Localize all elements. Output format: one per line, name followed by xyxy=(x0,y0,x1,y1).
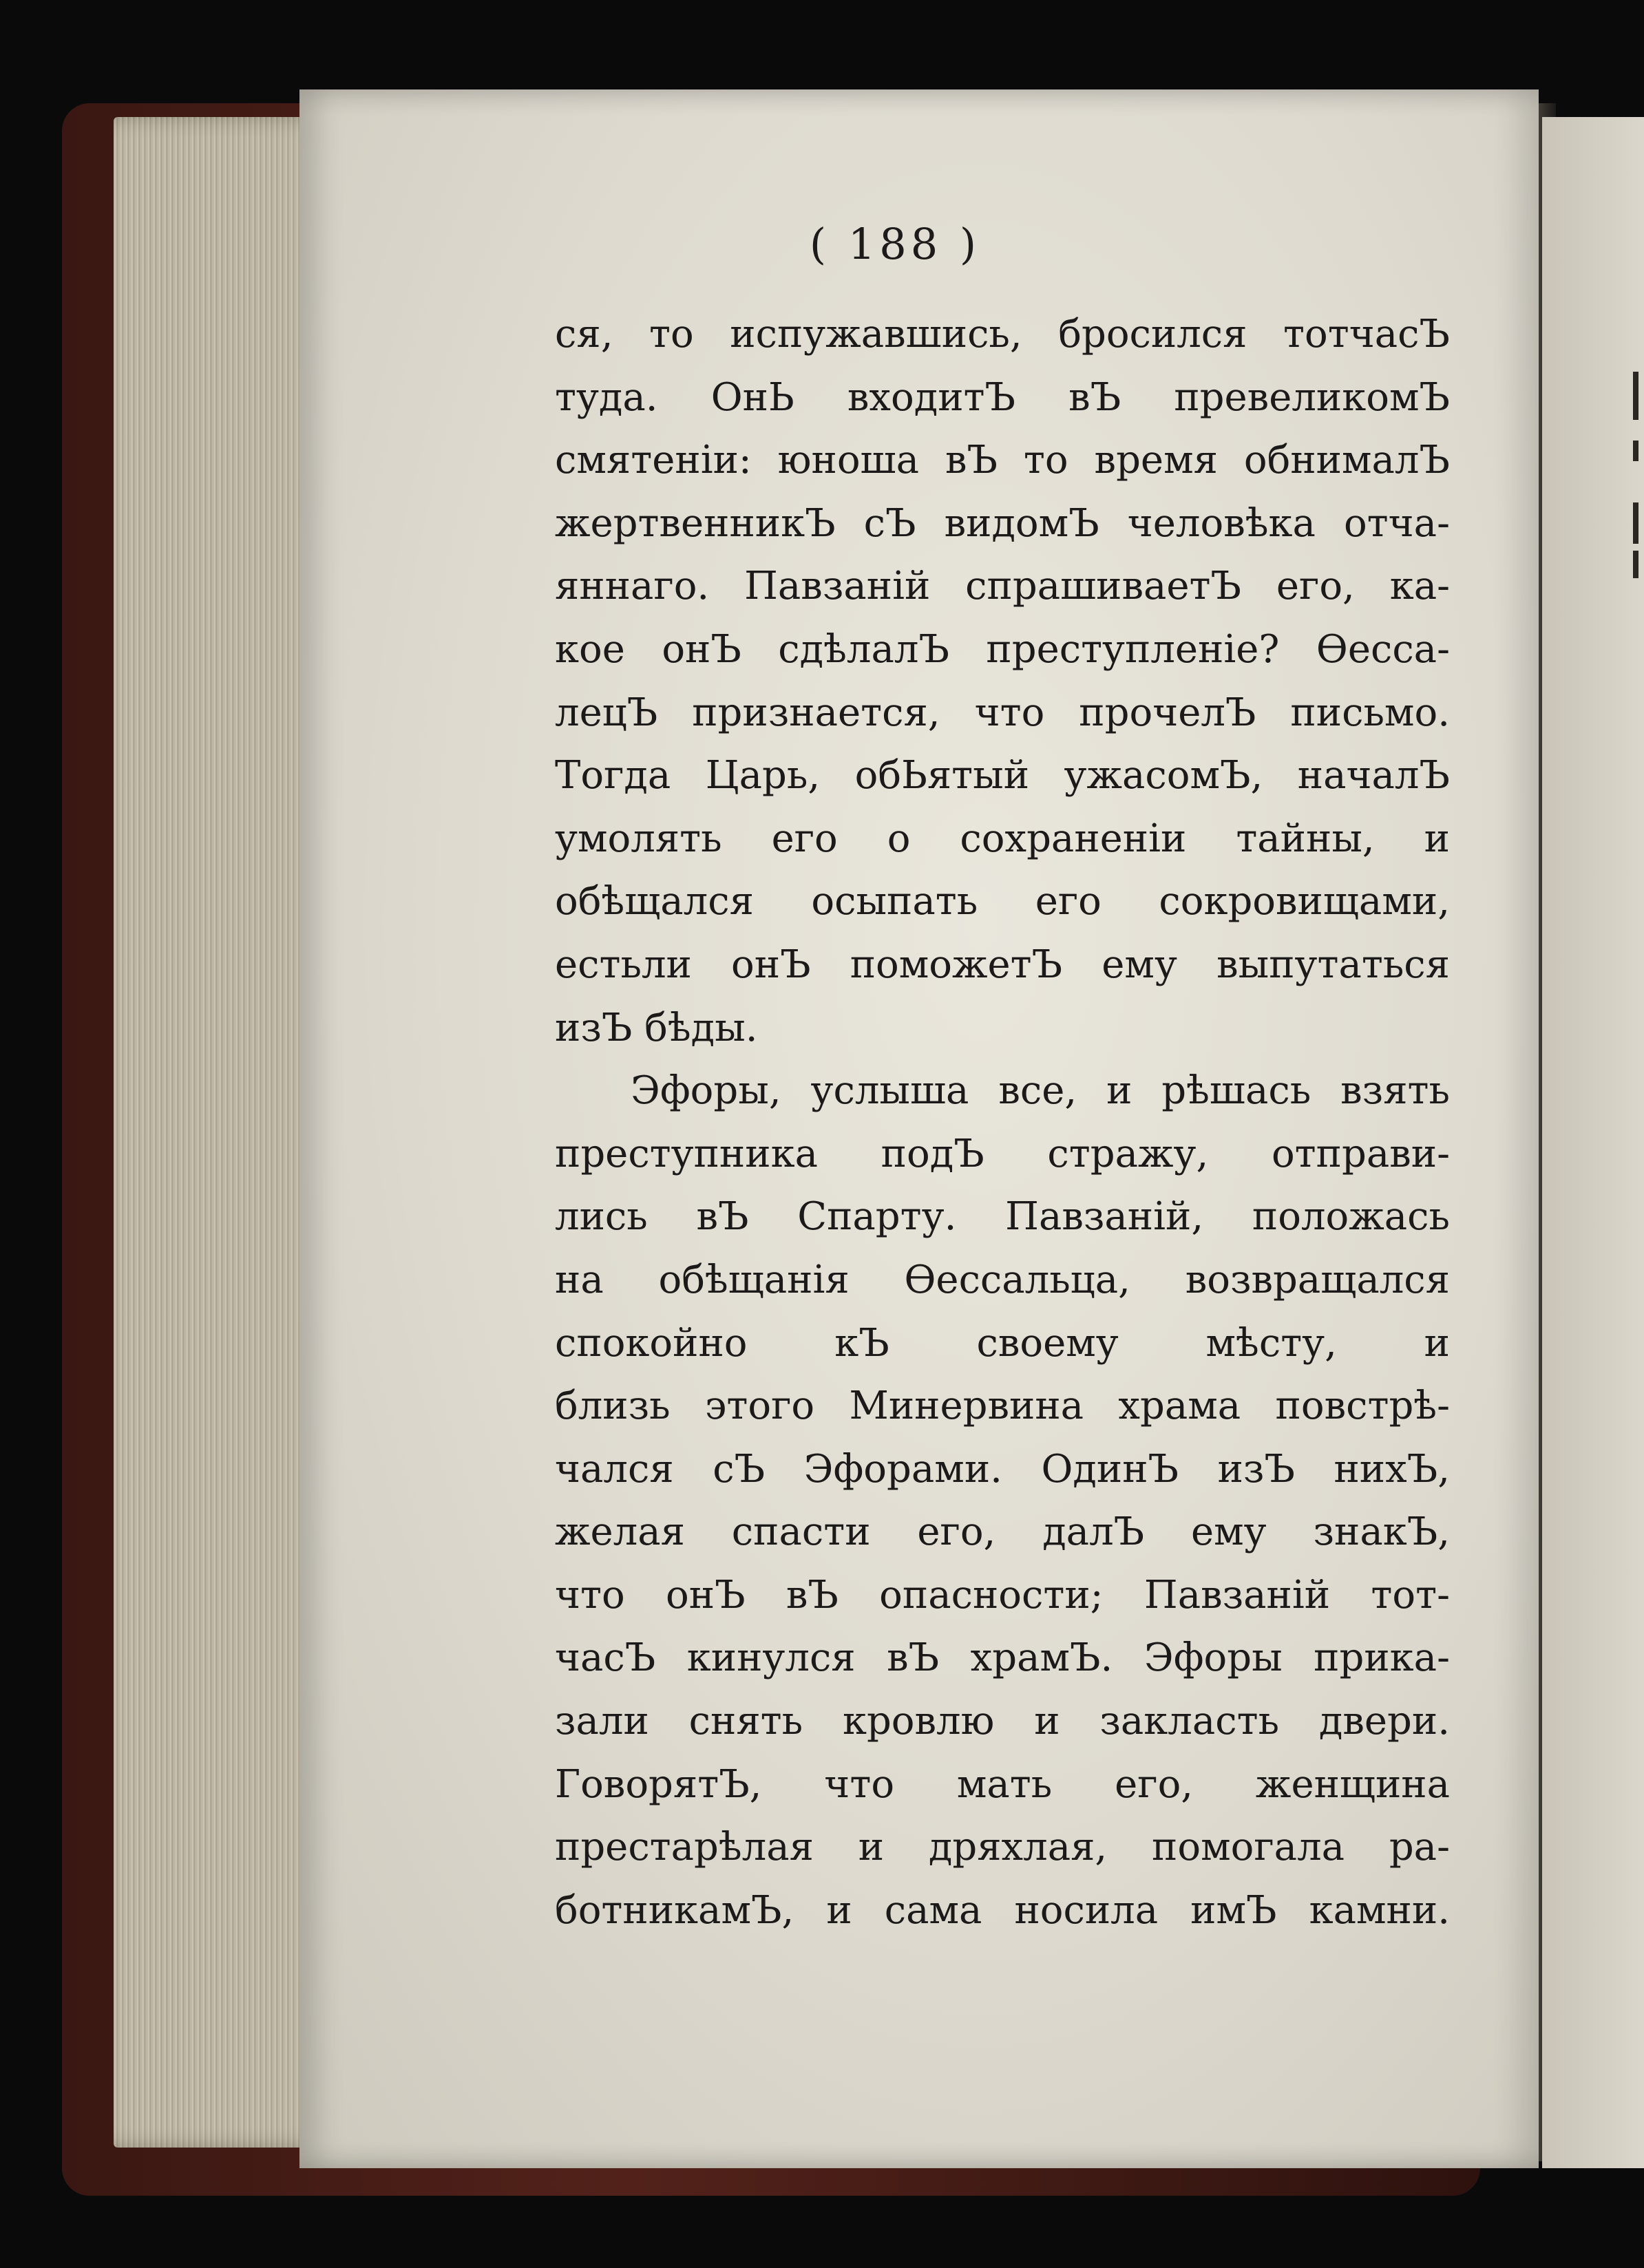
text-line: яннаго. Павзаній спрашиваетЪ его, ка- xyxy=(555,564,1450,609)
text-line: часЪ кинулся вЪ храмЪ. Эфоры прика- xyxy=(555,1635,1450,1681)
page-number: ( 188 ) xyxy=(809,219,981,269)
text-line: чался сЪ Эфорами. ОдинЪ изЪ нихЪ, xyxy=(555,1446,1450,1492)
text-line: ботникамЪ, и сама носила имЪ камни. xyxy=(555,1887,1450,1933)
text-line: зали снять кровлю и закласть двери. xyxy=(555,1699,1450,1744)
text-line: естьли онЪ поможетЪ ему выпутаться xyxy=(555,942,1450,987)
text-line: ГоворятЪ, что мать его, женщина xyxy=(555,1761,1450,1807)
facing-page-mark xyxy=(1633,502,1638,544)
text-line: жертвенникЪ сЪ видомЪ человѣка отча- xyxy=(555,500,1450,546)
text-line: обѣщался осыпать его сокровищами, xyxy=(555,879,1450,924)
text-line: желая спасти его, далЪ ему знакЪ, xyxy=(555,1509,1450,1555)
page-text xyxy=(555,303,1450,1942)
text-line: умолять его о сохраненіи тайны, и xyxy=(555,816,1450,861)
text-line: туда. ОнЬ входитЪ вЪ превеликомЪ xyxy=(555,374,1450,420)
text-line: спокойно кЪ своему мѣсту, и xyxy=(555,1320,1450,1366)
text-line: что онЪ вЪ опасности; Павзаній тот- xyxy=(555,1572,1450,1618)
text-line: близь этого Минервина храма повстрѣ- xyxy=(555,1384,1450,1429)
text-line: престарѣлая и дряхлая, помогала ра- xyxy=(555,1825,1450,1870)
facing-page-mark xyxy=(1633,372,1638,420)
facing-page xyxy=(1542,117,1644,2168)
facing-page-mark xyxy=(1633,441,1638,461)
text-line: ся, то испужавшись, бросился тотчасЪ xyxy=(555,312,1450,357)
text-line: лецЪ признается, что прочелЪ письмо. xyxy=(555,690,1450,735)
text-line: на обѣщанія Өессальца, возвращался xyxy=(555,1257,1450,1302)
text-line: смятеніи: юноша вЪ то время обнималЪ xyxy=(555,438,1450,483)
text-line: Тогда Царь, обЬятый ужасомЪ, началЪ xyxy=(555,753,1450,798)
text-line: преступника подЪ стражу, отправи- xyxy=(555,1131,1450,1176)
facing-page-mark xyxy=(1633,551,1638,578)
text-line: Эфоры, услыша все, и рѣшась взять xyxy=(631,1068,1450,1114)
text-line: лись вЪ Спарту. Павзаній, положась xyxy=(555,1194,1450,1240)
text-line: изЪ бѣды. xyxy=(555,1005,758,1050)
text-line: кое онЪ сдѣлалЪ преступленіе? Өесса- xyxy=(555,626,1450,672)
